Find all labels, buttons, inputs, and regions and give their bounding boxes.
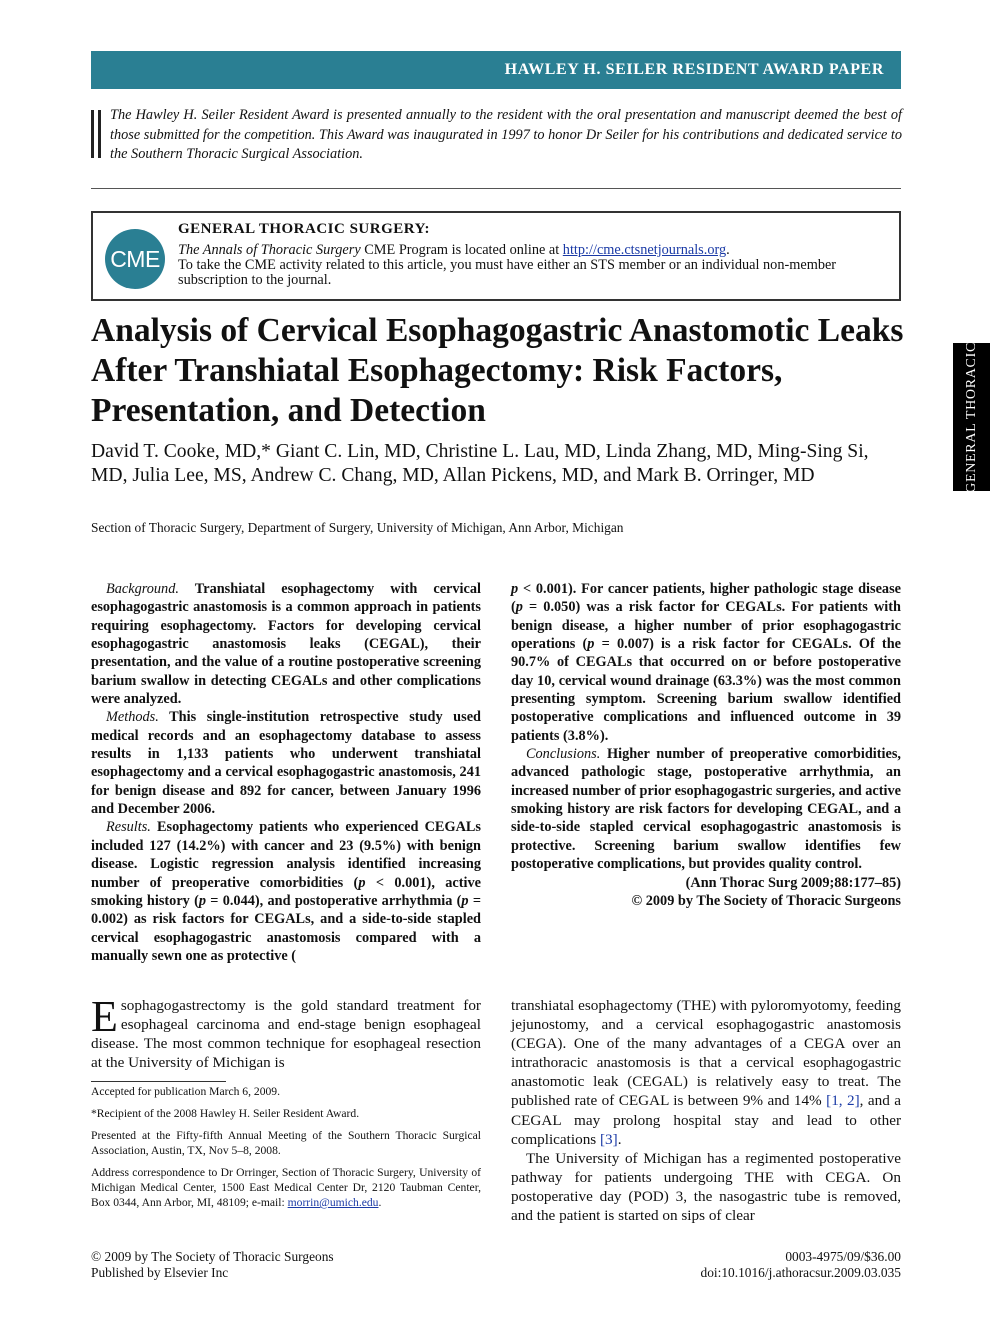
intro-paragraph [91, 992, 481, 1072]
reference-link[interactable]: [1, 2] [826, 1092, 860, 1110]
abstract-left-column [91, 580, 481, 965]
abstract-conclusions-text: Higher number of preoperative comorbidities, advanced pathologic stage, postoperative arrhythmia, an increased number of prior esophagogastric surgeries, and active smoking history are risk factors for developing CEGAL, and a side-to-side stapled cervical esophagogastric anastomosis is protective. Screening barium swallow identifies few postoperative complications, but provides quality control. [511, 746, 901, 873]
abstract-background-text: Transhiatal esophagectomy with cervical esophagogastric anastomosis is a common approach in patients requiring esophagectomy. Factors for developing cervical esophagogastric anastomosis leaks (CEGAL), their presentation, and the value of a routine postoperative screening barium swallow in detecting CEGALs and other complications were analyzed. [91, 581, 481, 708]
footnote-recipient: *Recipient of the 2008 Hawley H. Seiler Resident Award. [91, 1107, 360, 1120]
cme-line2: To take the CME activity related to this article, you must have either an STS member or an individual non-member subscription to the journal. [178, 257, 837, 289]
footnote-divider [91, 1081, 226, 1082]
abstract-conclusions [511, 745, 901, 873]
section-banner [91, 51, 901, 89]
abstract-results-text: = 0.044), and postoperative arrhythmia ( [206, 892, 462, 909]
p-symbol: p [461, 892, 469, 909]
footer-left [91, 1249, 334, 1280]
abstract-results-text: < 0.001), active smoking history ( [91, 874, 481, 909]
cme-logo-text: CME [110, 245, 160, 272]
article-affiliation: Section of Thoracic Surgery, Department of Surgery, University of Michigan, Ann Arbor, Michigan [91, 520, 624, 535]
p-symbol: p [587, 636, 595, 653]
abstract-results [91, 818, 481, 965]
abstract-results-text: = 0.050) was a risk factor for CEGALs. For patients with benign disease, a higher number of prior esophagogastric operations ( [511, 599, 901, 653]
award-note: The Hawley H. Seiler Resident Award is presented annually to the resident with the oral presentation and manuscript deemed the best of those submitted for the competition. This Award was inaugurated in 1997 to honor Dr Seiler for his contributions and dedicated service to the Southern Thoracic Surgical Association. [110, 107, 902, 162]
abstract-copyright: © 2009 by The Society of Thoracic Surgeons [631, 892, 901, 909]
body-right-column [511, 996, 901, 1225]
cme-logo-icon [105, 229, 165, 289]
divider [91, 188, 901, 189]
footer-copyright: © 2009 by The Society of Thoracic Surgeons [91, 1249, 334, 1264]
cme-line1-end: . [726, 242, 730, 258]
body-paragraph: The University of Michigan has a regimented postoperative pathway for patients undergoing THE with CEGA. On postoperative day (POD) 3, the nasogastric tube is removed, and the patient is started on sips of clear [511, 1149, 901, 1225]
footer-doi: doi:10.1016/j.athoracsur.2009.03.035 [700, 1264, 901, 1280]
cme-link[interactable]: http://cme.ctsnetjournals.org [562, 242, 727, 258]
abstract-results-text: = 0.002) as risk factors for CEGALs, and a side-to-side stapled cervical esophagogastric anastomosis compared with a manually sewn one as protective ( [91, 892, 481, 964]
abstract-results-label: Results. [106, 819, 151, 836]
cme-text [178, 243, 878, 289]
footnote-address [91, 1165, 481, 1210]
abstract-methods-label: Methods. [106, 709, 159, 726]
abstract-background-label: Background. [106, 581, 179, 597]
abstract-methods-text: This single-institution retrospective study used medical records and an esophagectomy database to assess results in 1,133 patients who underwent transhiatal esophagectomy and a cervical esophagogastric anastomosis, 241 for benign disease and 892 for cancer, between January 1996 and December 2006. [91, 709, 481, 818]
footnote-address-text: Address correspondence to Dr Orringer, Section of Thoracic Surgery, University of Michigan Medical Center, 1500 East Medical Center Dr, 2120 Taubman Center, Box 0344, Ann Arbor, MI, 48109; e-mail: [91, 1166, 481, 1209]
body-text: transhiatal esophagectomy (THE) with pyloromyotomy, feeding jejunostomy, and a cervical esophagogastric anastomosis (CEGA). One of the many advantages of a CEGA over an intrathoracic anastomosis is that a cervical esophagogastric anastomotic leak (CEGAL) is relatively easy to treat. The published rate of CEGAL is between 9% and 14% [511, 997, 901, 1110]
abstract-conclusions-label: Conclusions. [526, 746, 601, 763]
abstract-background [91, 580, 481, 708]
footer-issn: 0003-4975/09/$36.00 [785, 1249, 901, 1264]
article-title: Analysis of Cervical Esophagogastric Anastomotic Leaks After Transhiatal Esophagectomy: Risk Factors, Presentation, and Detection [91, 312, 904, 429]
abstract-results-text: Esophagectomy patients who experienced CEGALs included 127 (14.2%) with cancer and 23 (9.5%) with benign disease. Logistic regression analysis identified increasing number of preoperative comorbidities ( [91, 819, 481, 891]
abstract-citation: (Ann Thorac Surg 2009;88:177–85) [685, 874, 901, 891]
intro-text: sophagogastrectomy is the gold standard treatment for esophageal carcinoma and end-stage benign esophageal disease. The most common technique for esophageal resection at the University of Michigan is [91, 997, 481, 1072]
abstract-citation-block [511, 874, 901, 911]
p-symbol: p [358, 874, 366, 891]
cme-heading: GENERAL THORACIC SURGERY: [178, 221, 431, 237]
footer-publisher: Published by Elsevier Inc [91, 1264, 229, 1280]
body-text: , and a CEGAL may prolong hospital stay and lead to other complications [511, 1092, 901, 1148]
footnote-presented: Presented at the Fifty-fifth Annual Meeting of the Southern Thoracic Surgical Association, Austin, TX, Nov 5–8, 2008. [91, 1129, 481, 1157]
abstract-right-column [511, 580, 901, 910]
section-side-tab [953, 343, 990, 491]
article-authors: David T. Cooke, MD,* Giant C. Lin, MD, Christine L. Lau, MD, Linda Zhang, MD, Ming-Sing Si, MD, Julia Lee, MS, Andrew C. Chang, MD, Allan Pickens, MD, and Mark B. Orringer, MD [91, 441, 869, 486]
p-symbol: p [511, 581, 519, 597]
body-text: . [617, 1130, 622, 1148]
footer-right [701, 1249, 901, 1280]
p-symbol: p [515, 599, 523, 616]
abstract-results-text: = 0.007) is a risk factor for CEGALs. Of the 90.7% of CEGALs that occurred on or before postoperative day 10, cervical wound drainage (63.3%) was the most common presenting symptom. Screening barium swallow identified postoperative complications and influenced outcome in 39 patients (3.8%). [511, 636, 901, 744]
dropcap: E [91, 992, 118, 1041]
side-tab-label: GENERAL THORACIC [963, 341, 979, 493]
cme-line1: CME Program is located online at [360, 242, 563, 258]
award-bars-icon [91, 110, 103, 158]
footnotes [91, 1084, 481, 1217]
email-link[interactable]: morrin@umich.edu [287, 1196, 379, 1209]
cme-journal: The Annals of Thoracic Surgery [178, 242, 361, 258]
banner-text: HAWLEY H. SEILER RESIDENT AWARD PAPER [504, 61, 884, 78]
reference-link[interactable]: [3] [600, 1130, 618, 1148]
p-symbol: p [198, 892, 207, 909]
body-left-column [91, 992, 481, 1072]
abstract-results-text: < 0.001). For cancer patients, higher pathologic stage disease ( [511, 581, 901, 616]
footnote-accepted: Accepted for publication March 6, 2009. [91, 1085, 280, 1098]
body-paragraph [511, 996, 901, 1149]
footnote-address-end: . [378, 1196, 382, 1209]
abstract-results-continued [511, 580, 901, 745]
abstract-methods [91, 708, 481, 818]
